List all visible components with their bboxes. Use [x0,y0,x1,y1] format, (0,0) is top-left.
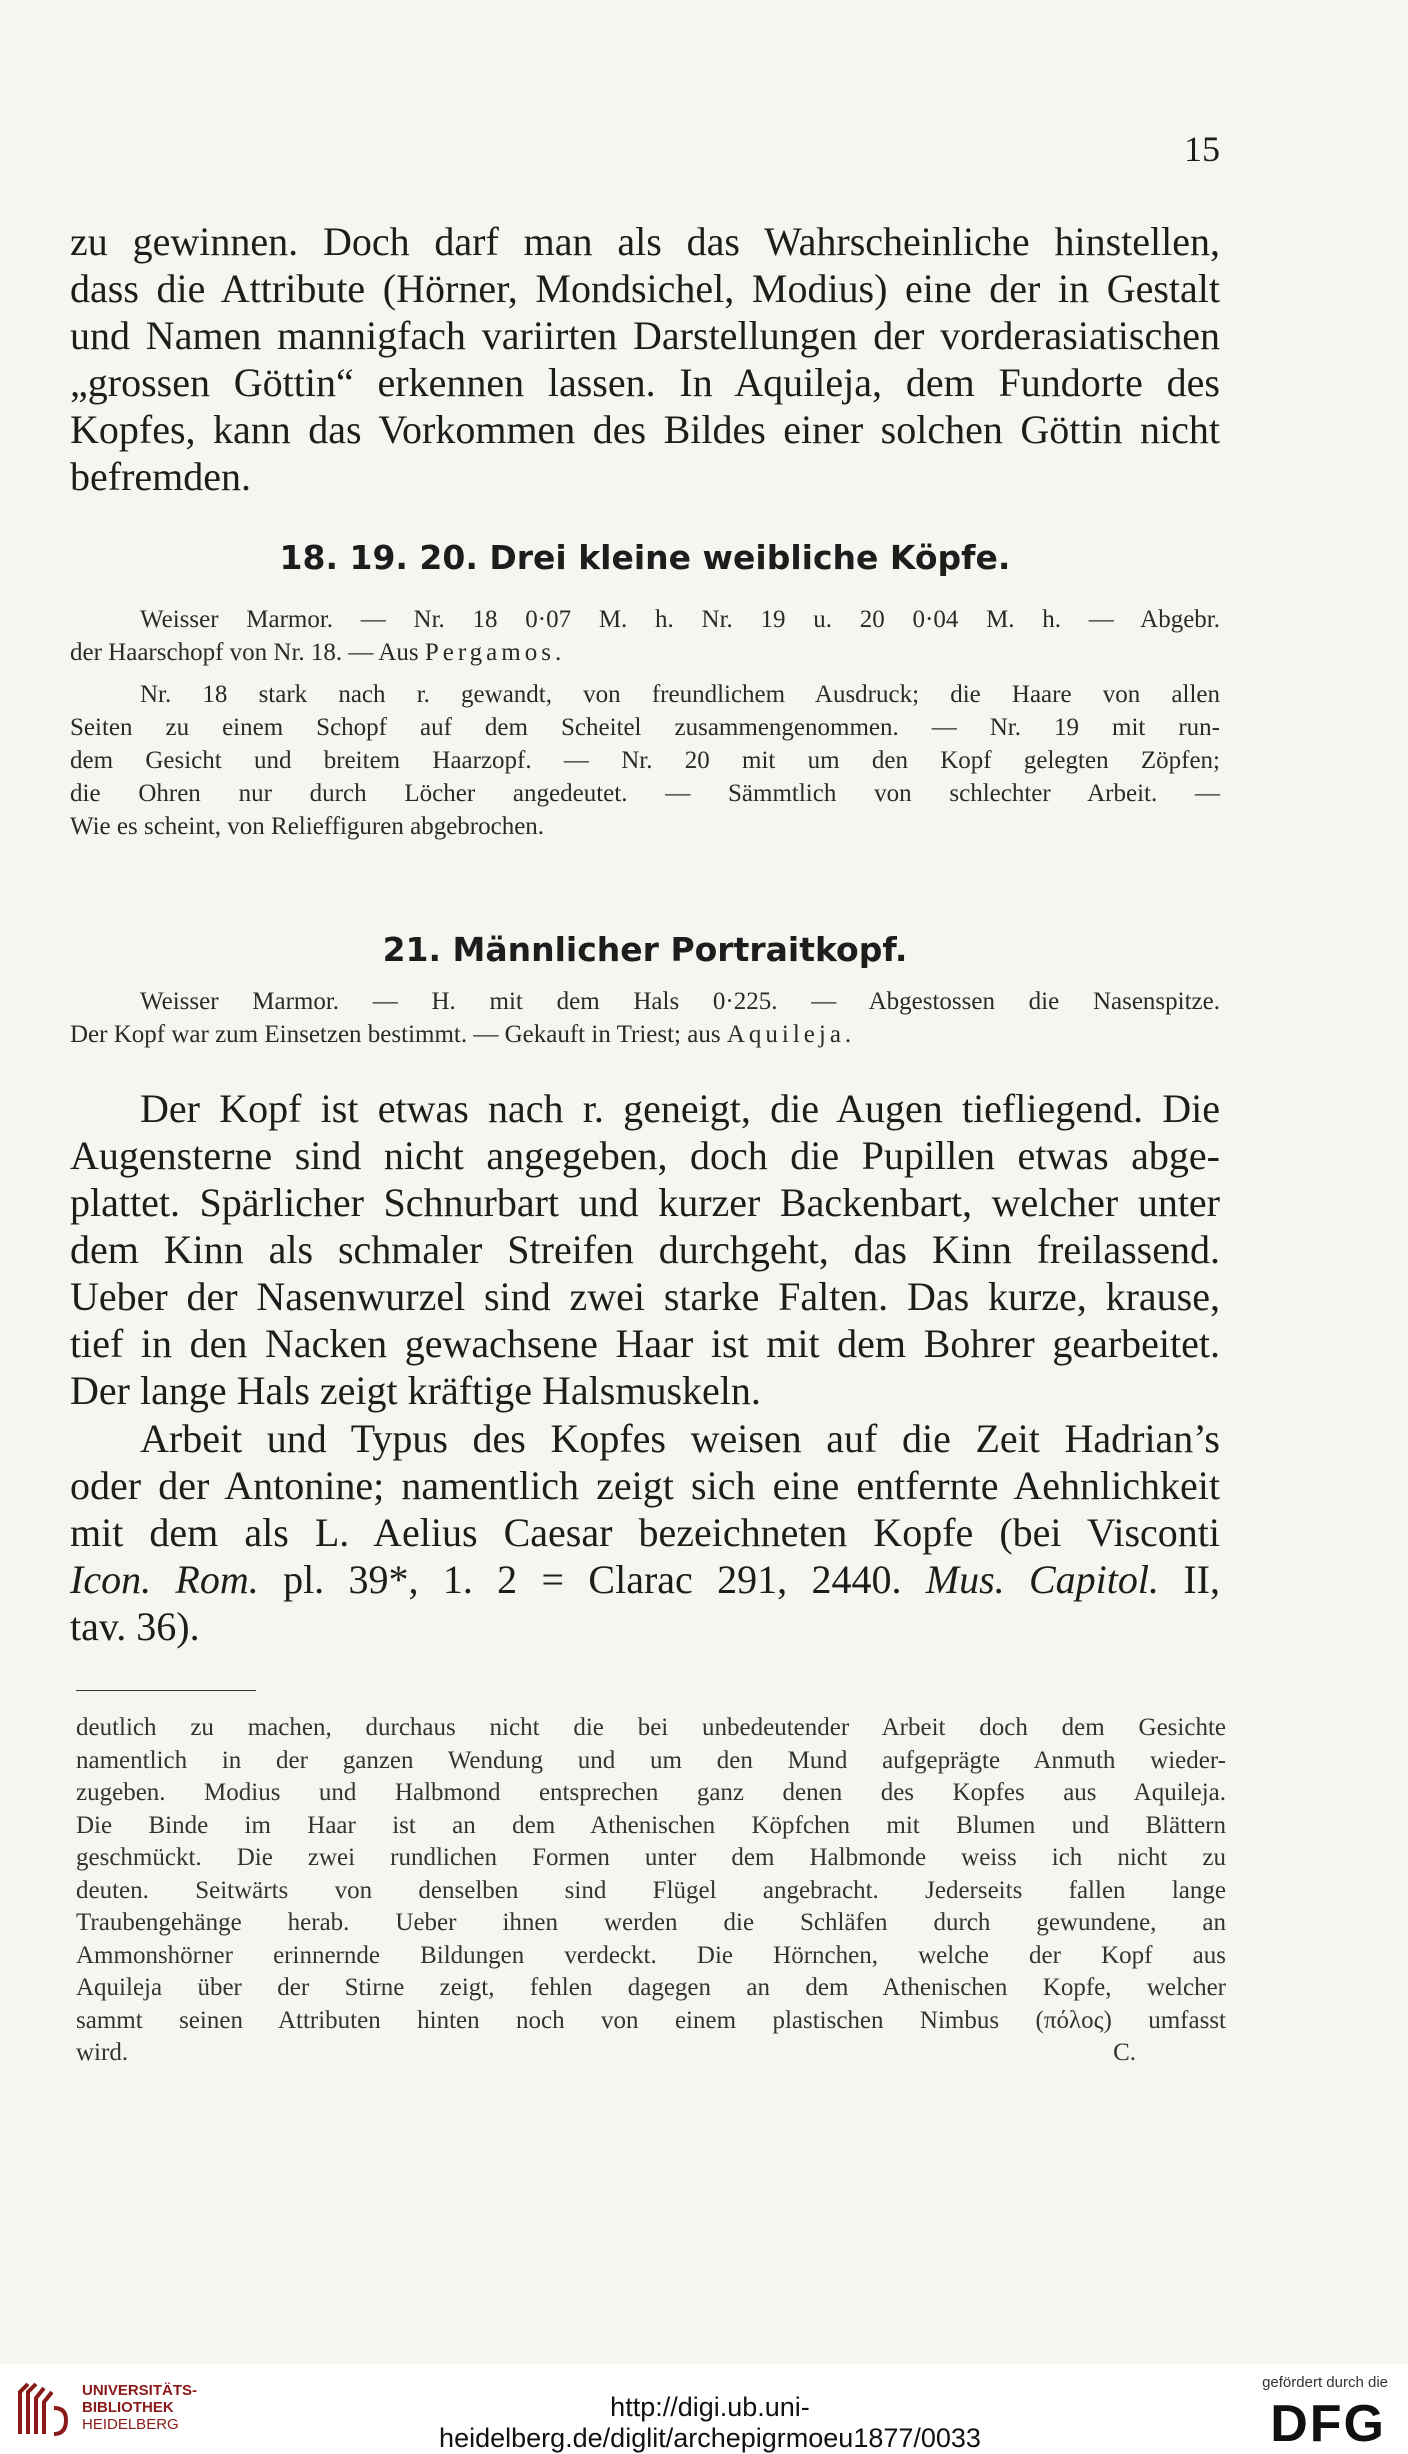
meta-line: Weisser Marmor. — H. mit dem Hals 0·225. — Abgestossen die Nasenspitze. [140,988,1220,1015]
text-line: Der lange Hals zeigt kräftige Halsmuskeln. [70,1368,761,1413]
text-line: Kopfes, kann das Vorkommen des Bildes einer solchen Göttin nicht [70,407,1220,452]
dfg-logo-icon: DFG [1270,2395,1386,2453]
text-line: Der Kopf ist etwas nach r. geneigt, die Augen tiefliegend. Die [140,1086,1220,1131]
intro-paragraph [70,218,1220,500]
footnote-divider [76,1690,256,1691]
uni-name-line-3: HEIDELBERG [82,2416,179,2433]
footnote-line: geschmückt. Die zwei rundlichen Formen unter dem Halbmonde weiss ich nicht zu [76,1844,1226,1871]
desc-line: die Ohren nur durch Löcher angedeutet. — Sämmtlich von schlechter Arbeit. — [70,780,1220,807]
source-url-link[interactable]: http://digi.ub.uni-heidelberg.de/diglit/archepigrmoeu1877/0033 [439,2392,981,2453]
citation-text: pl. 39*, 1. 2 = Clarac 291, 2440. [258,1557,926,1602]
section-2-metadata [70,985,1220,1051]
section-heading-18-20: 18. 19. 20. Drei kleine weibliche Köpfe. [279,538,1011,577]
text-line: plattet. Spärlicher Schnurbart und kurzer Backenbart, welcher unter [70,1180,1220,1225]
text-line: tav. 36). [70,1604,200,1649]
text-line [70,1556,1220,1603]
text-line: oder der Antonine; namentlich zeigt sich eine entfernte Aehnlichkeit [70,1463,1220,1508]
page-number: 15 [1184,129,1220,169]
section-1-metadata [70,603,1220,669]
dfg-caption: gefördert durch die [1262,2374,1388,2391]
desc-line: Seiten zu einem Schopf auf dem Scheitel zusammengenommen. — Nr. 19 mit run- [70,714,1220,741]
place-name: Pergamos [424,639,555,666]
citation-text: II, [1159,1557,1221,1602]
text-line: tief in den Nacken gewachsene Haar ist mit dem Bohrer gearbeitet. [70,1321,1220,1366]
meta-line: Weisser Marmor. — Nr. 18 0·07 M. h. Nr. 19 u. 20 0·04 M. h. — Abgebr. [140,606,1220,633]
text-line: Ueber der Nasenwurzel sind zwei starke Falten. Das kurze, krause, [70,1274,1220,1319]
text-line: dass die Attribute (Hörner, Mondsichel, Modius) eine der in Gestalt [70,266,1220,311]
uni-name-line-1: UNIVERSITÄTS- [82,2382,198,2399]
citation-icon-rom: Icon. Rom. [70,1557,259,1602]
text-line: zu gewinnen. Doch darf man als das Wahrscheinliche hinstellen, [70,219,1220,264]
footnote-line: Die Binde im Haar ist an dem Athenischen Köpfchen mit Blumen und Blättern [76,1811,1226,1839]
university-library-name [82,2382,197,2433]
section-2-paragraph-2 [70,1415,1220,1650]
footnote-line: Ammonshörner erinnernde Bildungen verdeckt. Die Hörnchen, welche der Kopf aus [76,1941,1226,1969]
footnote-end-text: wird. [76,2039,129,2066]
footnote-signature: C. [1113,2039,1136,2066]
meta-text-b: . [844,1021,852,1048]
meta-line [70,1018,1220,1051]
text-line: und Namen mannigfach variirten Darstellungen der vorderasiatischen [70,313,1220,358]
text-line: Augensterne sind nicht angegeben, doch die Pupillen etwas abge- [70,1133,1220,1178]
footnote-line: zugeben. Modius und Halbmond entsprechen ganz denen des Kopfes aus Aquileja. [76,1779,1226,1806]
desc-line: Wie es scheint, von Relieffiguren abgebrochen. [70,813,545,840]
digitization-footer [0,2364,1408,2454]
footnote-line: sammt seinen Attributen hinten noch von einem plastischen Nimbus (πόλος) umfasst [76,2006,1226,2034]
footnote-line: Aquileja über der Stirne zeigt, fehlen dagegen an dem Athenischen Kopfe, welcher [76,1974,1226,2001]
section-1-description [70,678,1220,843]
footnote [76,1712,1226,2070]
footnote-line: deuten. Seitwärts von denselben sind Flügel angebracht. Jederseits fallen lange [76,1876,1226,1904]
footnote-last-line [76,2037,1226,2070]
meta-text-b: . [554,639,562,666]
place-name: Aquileja [726,1021,845,1048]
uni-name-line-2: BIBLIOTHEK [82,2399,174,2416]
text-line: mit dem als L. Aelius Caesar bezeichneten Kopfe (bei Visconti [70,1510,1220,1555]
citation-mus-capitol: Mus. Capitol. [925,1557,1160,1602]
text-line: befremden. [70,454,252,499]
footnote-line: namentlich in der ganzen Wendung und um den Mund aufgeprägte Anmuth wieder- [76,1746,1226,1774]
meta-line [70,636,1220,669]
text-line: „grossen Göttin“ erkennen lassen. In Aquileja, dem Fundorte des [70,360,1220,405]
university-library-logo-icon [14,2378,74,2440]
section-heading-21: 21. Männlicher Portraitkopf. [382,930,908,969]
footnote-line: deutlich zu machen, durchaus nicht die bei unbedeutender Arbeit doch dem Gesichte [76,1714,1226,1741]
text-line: dem Kinn als schmaler Streifen durchgeht, das Kinn freilassend. [70,1227,1220,1272]
desc-line: Nr. 18 stark nach r. gewandt, von freundlichem Ausdruck; die Haare von allen [140,681,1220,708]
meta-text-a: der Haarschopf von Nr. 18. — Aus [70,639,425,666]
text-line: Arbeit und Typus des Kopfes weisen auf die Zeit Hadrian’s [140,1416,1220,1461]
meta-text-a: Der Kopf war zum Einsetzen bestimmt. — Gekauft in Triest; aus [70,1021,727,1048]
desc-line: dem Gesicht und breitem Haarzopf. — Nr. 20 mit um den Kopf gelegten Zöpfen; [70,747,1220,774]
section-2-paragraph-1 [70,1085,1220,1414]
footnote-line: Traubengehänge herab. Ueber ihnen werden die Schläfen durch gewundene, an [76,1909,1226,1936]
